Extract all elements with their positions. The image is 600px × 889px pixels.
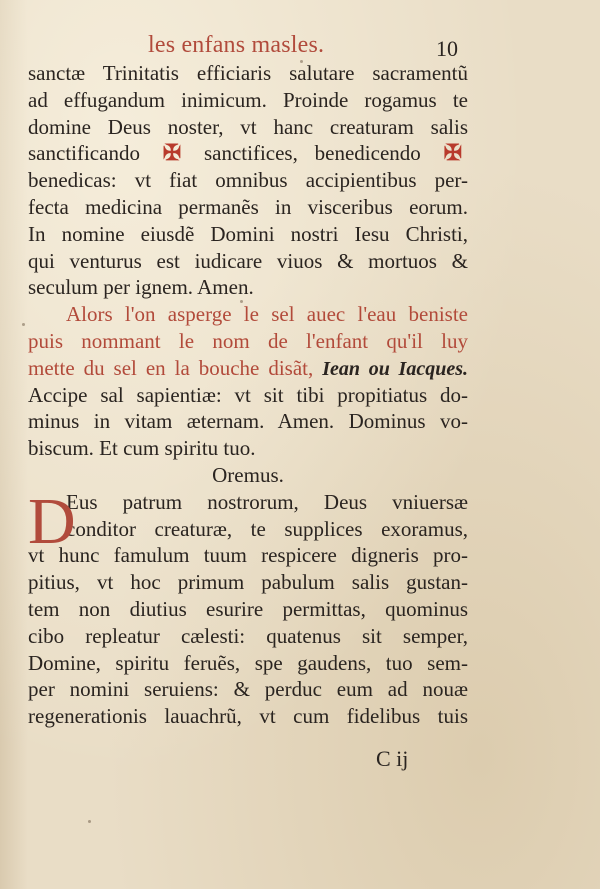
text-line-10: Accipe sal sapientiæ: vt sit tibi propitiatus do- — [28, 382, 468, 407]
text-line-6: fecta medicina permanẽs in visceribus eorum. — [28, 194, 468, 219]
signature-mark: C ij — [376, 746, 409, 771]
text-line-5: benedicas: vt fiat omnibus accipientibus per- — [28, 168, 468, 193]
text-line-7: In nomine eiusdẽ Domini nostri Iesu Christi, — [28, 221, 468, 246]
drop-cap: D — [28, 485, 76, 558]
rubric-line-3 — [28, 355, 468, 382]
red-cross-icon: ✠ — [443, 140, 463, 166]
rubric-line-1: Alors l'on asperge le sel auec l'eau beniste — [66, 302, 468, 327]
oremus-heading: Oremus. — [212, 462, 284, 487]
text-line-15: vt hunc famulum tuum respicere digneris pro- — [28, 543, 468, 568]
text-line-13: Eus patrum nostrorum, Deus vniuersæ — [66, 489, 468, 514]
rubric-line-2: puis nommant le nom de l'enfant qu'il luy — [28, 328, 468, 353]
text-line-3: domine Deus noster, vt hanc creaturam salis — [28, 114, 468, 139]
text-segment: sanctificando — [28, 141, 140, 166]
text-line-11: minus in vitam æternam. Amen. Dominus vo- — [28, 409, 468, 434]
text-line-2: ad effugandum inimicum. Proinde rogamus te — [28, 87, 468, 112]
text-line-12: biscum. Et cum spiritu tuo. — [28, 436, 256, 461]
text-line-14: conditor creaturæ, te supplices exoramus, — [66, 516, 468, 541]
text-line-16: pitius, vt hoc primum pabulum salis gustan- — [28, 570, 468, 595]
running-head: les enfans masles. — [148, 32, 325, 58]
text-line-17: tem non diutius esurire permittas, quominus — [28, 596, 468, 621]
red-cross-icon: ✠ — [162, 140, 182, 166]
text-line-4 — [28, 140, 468, 167]
ink-speck — [88, 820, 91, 823]
text-line-21: regenerationis lauachrũ, vt cum fidelibus tuis — [28, 704, 468, 729]
text-line-19: Domine, spiritu feruẽs, spe gaudens, tuo sem- — [28, 650, 468, 675]
header — [0, 28, 600, 64]
text-segment: sanctifices, benedicendo — [203, 141, 421, 166]
text-line-8: qui venturus est iudicare viuos & mortuos & — [28, 248, 468, 273]
page-number: 10 — [436, 36, 458, 61]
child-name-placeholder: Iean ou Iacques. — [322, 357, 469, 380]
text-line-1: sanctæ Trinitatis efficiaris salutare sacramentũ — [28, 61, 468, 85]
ink-speck — [22, 323, 25, 326]
text-line-9: seculum per ignem. Amen. — [28, 275, 254, 300]
rubric-segment: mette du sel en la bouche disãt, — [28, 355, 314, 380]
ink-speck — [300, 60, 303, 63]
ink-speck — [240, 300, 243, 303]
body-text — [28, 60, 468, 730]
text-line-20: per nomini seruiens: & perduc eum ad nouæ — [28, 677, 468, 702]
text-line-18: cibo repleatur cælesti: quatenus sit semper, — [28, 623, 468, 648]
